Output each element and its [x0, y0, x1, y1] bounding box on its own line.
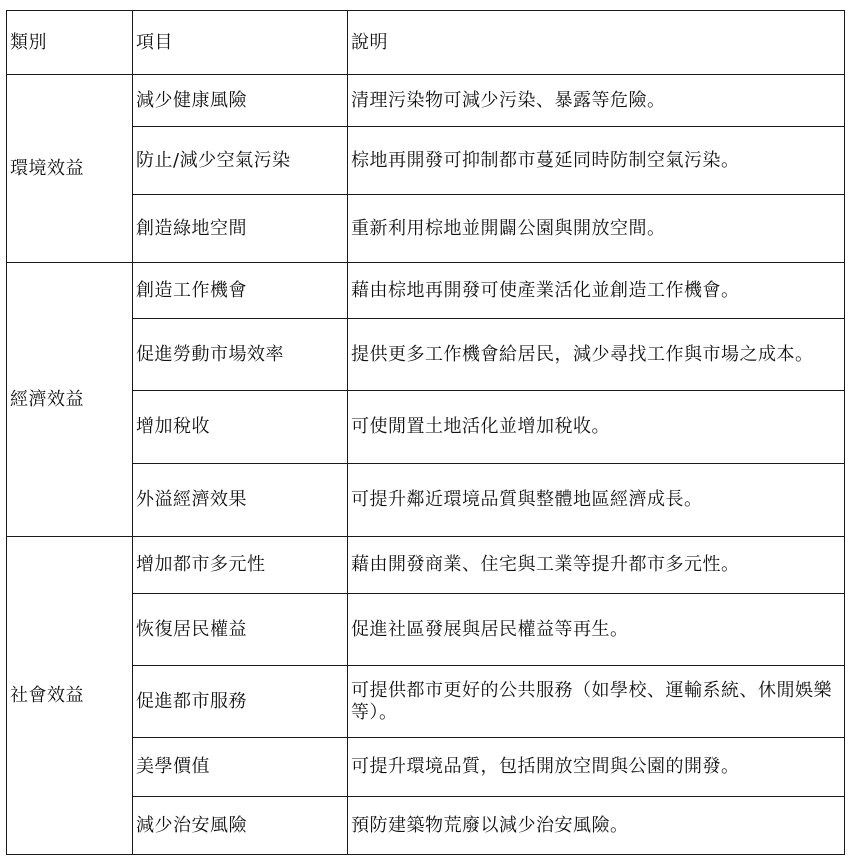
header-row — [7, 11, 845, 75]
row-description: 可使閒置土地活化並增加稅收。 — [348, 391, 845, 464]
row-item: 增加都市多元性 — [133, 537, 348, 594]
table-row — [7, 319, 845, 391]
row-description: 藉由棕地再開發可使產業活化並創造工作機會。 — [348, 263, 845, 319]
header-category: 類別 — [7, 11, 133, 75]
row-item: 外溢經濟效果 — [133, 464, 348, 537]
table-row — [7, 263, 845, 319]
row-description: 預防建築物荒廢以減少治安風險。 — [348, 797, 845, 855]
row-item: 減少健康風險 — [133, 75, 348, 127]
row-description: 清理污染物可減少污染、暴露等危險。 — [348, 75, 845, 127]
row-description: 可提升環境品質，包括開放空間與公園的開發。 — [348, 738, 845, 797]
row-item: 創造工作機會 — [133, 263, 348, 319]
table-row — [7, 464, 845, 537]
table-row — [7, 594, 845, 666]
row-item: 創造綠地空間 — [133, 195, 348, 263]
category-environment: 環境效益 — [7, 75, 133, 263]
category-social: 社會效益 — [7, 537, 133, 855]
header-item: 項目 — [133, 11, 348, 75]
table-row — [7, 195, 845, 263]
header-description: 說明 — [348, 11, 845, 75]
table-row — [7, 797, 845, 855]
benefits-table — [6, 10, 845, 855]
row-description: 促進社區發展與居民權益等再生。 — [348, 594, 845, 666]
row-item: 促進都市服務 — [133, 666, 348, 738]
row-item: 防止/減少空氣污染 — [133, 127, 348, 195]
table-row — [7, 391, 845, 464]
row-description: 可提供都市更好的公共服務（如學校、運輸系統、休閒娛樂等）。 — [348, 666, 845, 738]
row-description: 棕地再開發可抑制都市蔓延同時防制空氣污染。 — [348, 127, 845, 195]
category-economic: 經濟效益 — [7, 263, 133, 537]
row-item: 減少治安風險 — [133, 797, 348, 855]
row-item: 增加稅收 — [133, 391, 348, 464]
row-description: 重新利用棕地並開闢公園與開放空間。 — [348, 195, 845, 263]
row-description: 藉由開發商業、住宅與工業等提升都市多元性。 — [348, 537, 845, 594]
table-row — [7, 537, 845, 594]
table-row — [7, 666, 845, 738]
row-description: 提供更多工作機會給居民，減少尋找工作與市場之成本。 — [348, 319, 845, 391]
row-item: 恢復居民權益 — [133, 594, 348, 666]
table-row — [7, 75, 845, 127]
row-description: 可提升鄰近環境品質與整體地區經濟成長。 — [348, 464, 845, 537]
row-item: 美學價值 — [133, 738, 348, 797]
row-item: 促進勞動市場效率 — [133, 319, 348, 391]
table-row — [7, 738, 845, 797]
table-row — [7, 127, 845, 195]
